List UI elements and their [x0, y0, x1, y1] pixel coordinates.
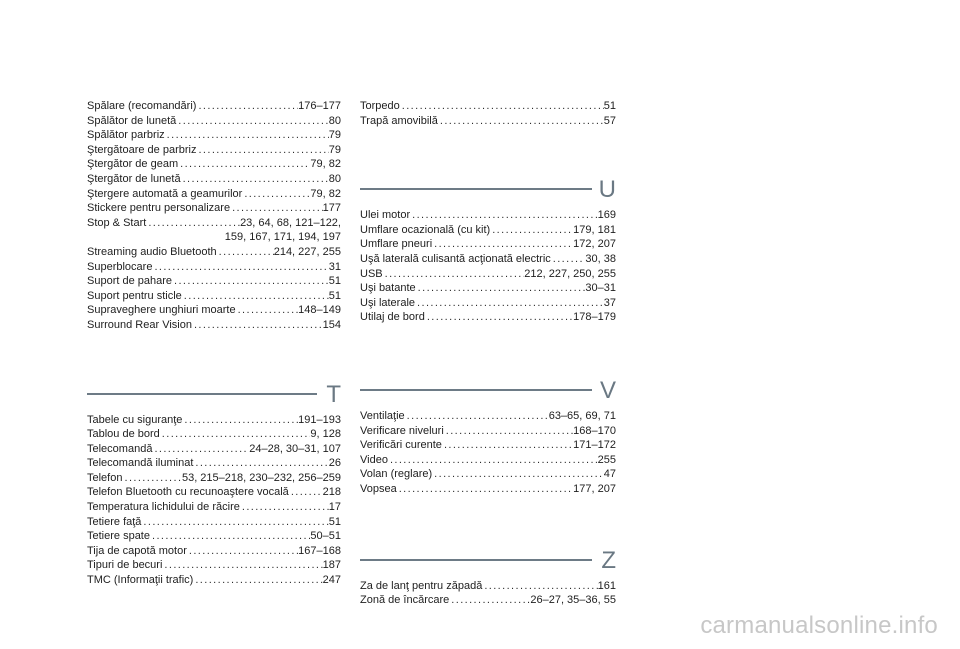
index-entry: Suport pentru sticle ..... 51: [87, 289, 341, 304]
index-entry: Telefon Bluetooth cu recunoaştere vocală ..... 218: [87, 485, 341, 500]
index-entry: Umflare ocazională (cu kit) ..... 179, 181: [360, 223, 616, 238]
index-group-t-continued: [360, 99, 616, 128]
index-entry: Stop & Start ..... 23, 64, 68, 121–122,: [87, 216, 341, 231]
index-entry: Tablou de bord ..... 9, 128: [87, 427, 341, 442]
index-entry: Surround Rear Vision ..... 154: [87, 318, 341, 333]
index-entry: Ştergător de lunetă ..... 80: [87, 172, 341, 187]
index-entry: Volan (reglare) ..... 47: [360, 467, 616, 482]
index-entry: Tipuri de becuri ..... 187: [87, 558, 341, 573]
index-entry: Supraveghere unghiuri moarte ..... 148–149: [87, 303, 341, 318]
index-entry: Verificare niveluri ..... 168–170: [360, 424, 616, 439]
index-entry: Za de lanţ pentru zăpadă ..... 161: [360, 579, 616, 594]
index-entry: Uşi batante ..... 30–31: [360, 281, 616, 296]
index-column-right: [360, 99, 616, 608]
index-entry: USB ..... 212, 227, 250, 255: [360, 267, 616, 282]
section-letter: U: [598, 176, 616, 204]
index-entry: Spălător de lunetă ..... 80: [87, 114, 341, 129]
index-entry: Utilaj de bord ..... 178–179: [360, 310, 616, 325]
index-entry: Telecomandă iluminat ..... 26: [87, 456, 341, 471]
watermark: carmanualsonline.info: [700, 612, 938, 639]
index-entry: Uşă laterală culisantă acţionată electric ..... 30, 38: [360, 252, 616, 267]
index-entry: Telefon ..... 53, 215–218, 230–232, 256–259: [87, 471, 341, 486]
index-entry: Uşi laterale ..... 37: [360, 296, 616, 311]
section-letter: V: [599, 376, 616, 404]
section-header-u: [360, 151, 616, 208]
index-entry: Superblocare ..... 31: [87, 260, 341, 275]
section-header-t: [87, 356, 341, 413]
section-header-z: [360, 522, 616, 579]
section-letter: Z: [601, 546, 616, 574]
section-header-v: [360, 352, 616, 409]
index-entry: Ulei motor ..... 169: [360, 208, 616, 223]
section-divider: [360, 188, 592, 190]
index-group-v: [360, 409, 616, 497]
index-group-u: [360, 208, 616, 325]
section-letter: T: [326, 380, 341, 408]
section-divider: [360, 389, 592, 391]
index-group-s: [87, 99, 341, 333]
index-entry: Ventilaţie ..... 63–65, 69, 71: [360, 409, 616, 424]
index-entry: Tija de capotă motor ..... 167–168: [87, 544, 341, 559]
index-entry: Suport de pahare ..... 51: [87, 274, 341, 289]
index-group-t: [87, 413, 341, 588]
index-entry-continuation: 159, 167, 171, 194, 197: [224, 231, 341, 244]
index-entry: Telecomandă ..... 24–28, 30–31, 107: [87, 442, 341, 457]
index-entry: Temperatura lichidului de răcire ..... 17: [87, 500, 341, 515]
index-entry: Tetiere faţă ..... 51: [87, 515, 341, 530]
index-entry: Torpedo ..... 51: [360, 99, 616, 114]
index-entry: Stickere pentru personalizare ..... 177: [87, 201, 341, 216]
index-entry: Video ..... 255: [360, 453, 616, 468]
index-entry: Vopsea ..... 177, 207: [360, 482, 616, 497]
index-entry: Tabele cu siguranţe ..... 191–193: [87, 413, 341, 428]
index-entry: Tetiere spate ..... 50–51: [87, 529, 341, 544]
index-entry: Verificări curente ..... 171–172: [360, 438, 616, 453]
index-group-z: [360, 579, 616, 608]
index-entry: Trapă amovibilă ..... 57: [360, 114, 616, 129]
index-entry: Streaming audio Bluetooth ..... 214, 227, 255: [87, 245, 341, 260]
index-entry: TMC (Informaţii trafic) ..... 247: [87, 573, 341, 588]
index-entry: Umflare pneuri ..... 172, 207: [360, 237, 616, 252]
index-entry: Zonă de încărcare ..... 26–27, 35–36, 55: [360, 593, 616, 608]
index-column-left: [87, 99, 341, 588]
index-entry: Spălare (recomandări) ..... 176–177: [87, 99, 341, 114]
index-entry: Ştergere automată a geamurilor ..... 79, 82: [87, 187, 341, 202]
index-entry: Ştergător de geam ..... 79, 82: [87, 157, 341, 172]
section-divider: [360, 559, 592, 561]
section-divider: [87, 393, 317, 395]
index-entry: Ştergătoare de parbriz ..... 79: [87, 143, 341, 158]
index-entry: Spălător parbriz ..... 79: [87, 128, 341, 143]
